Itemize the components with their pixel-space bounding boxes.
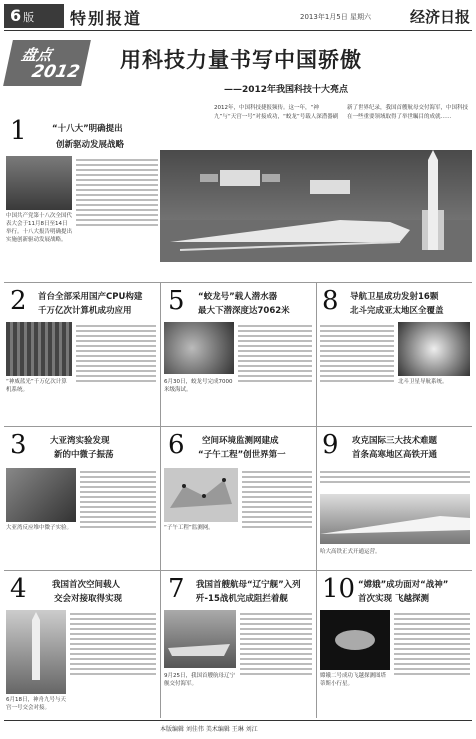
item-number: 7 (168, 574, 185, 604)
row-divider (4, 426, 472, 427)
subheadline: ——2012年我国科技十大亮点 (224, 85, 349, 95)
item-photo (6, 610, 66, 694)
asteroid-art (320, 610, 390, 670)
page-number: 6 (10, 6, 22, 25)
section-title: 特别报道 (70, 9, 143, 28)
item-body (80, 468, 156, 531)
footer-credits: 本版编辑 刘佳伟 美术编辑 王琳 刘江 (160, 726, 258, 733)
item-caption: 大亚湾反应堆中微子实验。 (6, 525, 73, 531)
highlight-item-2 (4, 284, 158, 424)
item-title-line2: 北斗完成亚太地区全覆盖 (350, 306, 444, 316)
carrier-art (164, 610, 236, 668)
item-title-line1: 大亚湾实验发现 (50, 436, 110, 446)
item-caption: “子午工程”监测网。 (164, 525, 214, 531)
item-photo (6, 156, 72, 210)
hero-art (160, 150, 472, 262)
issue-date: 2013年1月5日 星期六 (300, 13, 371, 21)
item-body (240, 610, 312, 678)
item-body (76, 322, 156, 385)
item-photo (164, 322, 234, 374)
item-title-line2: 最大下潜深度达7062米 (198, 306, 290, 316)
column-divider (160, 282, 161, 718)
item-number: 2 (10, 286, 27, 316)
item-number: 4 (10, 574, 27, 604)
network-map-art (164, 468, 238, 522)
item-caption: 哈大高铁正式开通运营。 (320, 549, 381, 555)
highlight-item-1 (4, 112, 160, 282)
item-title-line2: “子午工程”创世界第一 (198, 450, 286, 460)
item-title-line2: 首条高寒地区高铁开通 (352, 450, 438, 460)
item-photo (320, 610, 390, 670)
page-number-box (4, 4, 64, 28)
highlight-item-7 (162, 572, 314, 720)
item-caption: 9月25日，我国首艘航母辽宁舰交付海军。 (164, 673, 235, 687)
item-number: 3 (10, 430, 27, 460)
item-number: 5 (168, 286, 185, 316)
badge-line2: 2012 (29, 62, 82, 82)
item-caption: 6月30日，蛟龙号完成7000米级海试。 (164, 379, 233, 393)
item-title-line1: 我国首次空间载人 (52, 580, 121, 590)
item-body (242, 468, 312, 531)
item-title-line2: 新的中微子振荡 (54, 450, 114, 460)
item-title-line2: 千万亿次计算机成功应用 (38, 306, 132, 316)
item-caption: 中国共产党第十八次全国代表大会于11月8日至14日举行。十八大报告明确提出实施创新驱动发展战略。 (6, 213, 73, 243)
highlight-item-8 (318, 284, 472, 424)
item-title-line2: 交会对接取得实现 (54, 594, 123, 604)
item-title-line1: “十八大”明确提出 (52, 124, 123, 134)
item-title-line2: 首次实现 飞越探测 (358, 594, 429, 604)
item-caption: 6月18日，神舟九号与天宫一号交会对接。 (6, 697, 66, 711)
item-caption: 北斗卫星导航系统。 (398, 379, 448, 385)
paper-name: 经济日报 (409, 8, 470, 26)
item-body (320, 322, 394, 385)
item-number: 8 (322, 286, 339, 316)
item-body (238, 322, 312, 385)
item-photo (164, 610, 236, 668)
item-title-line1: “嫦娥”成功面对“战神” (358, 580, 449, 590)
item-title-line1: 导航卫星成功发射16颗 (350, 292, 439, 302)
item-photo (398, 322, 470, 376)
item-title-line1: 攻克国际三大技术难题 (352, 436, 438, 446)
item-title-line1: 首台全部采用国产CPU构建 (38, 292, 143, 302)
intro-text: 2012年，中国科技捷报频传。这一年，“神九”与“天宫一号”对接成功，“蛟龙”号载人深潜器刷新了世界纪录，我国首艘航母交付海军，中国科技在一些重要领域取得了举世瞩目的成就…… (214, 105, 469, 120)
item-title-line2: 创新驱动发展战略 (56, 140, 125, 150)
highlight-item-5 (162, 284, 314, 424)
item-number: 9 (322, 430, 339, 460)
item-photo (164, 468, 238, 522)
row-divider (4, 282, 472, 283)
item-caption: “神威蓝光”千万亿次计算机系统。 (6, 379, 67, 393)
column-divider (316, 282, 317, 718)
hero-illustration (160, 150, 472, 262)
item-photo (6, 322, 72, 376)
item-photo (6, 468, 76, 522)
rocket-art (6, 610, 66, 694)
highlight-item-9 (318, 428, 472, 568)
highlight-item-6 (162, 428, 314, 568)
item-body (320, 468, 470, 486)
item-number: 10 (322, 574, 356, 604)
item-body (70, 610, 156, 678)
item-number: 1 (10, 116, 27, 146)
year-badge (3, 40, 91, 86)
item-body (76, 156, 158, 229)
badge-line1: 盘点 (19, 46, 54, 64)
highlight-item-10 (318, 572, 472, 720)
highlight-item-3 (4, 428, 158, 568)
train-art (320, 494, 470, 544)
headline: 用科技力量书写中国骄傲 (120, 48, 362, 72)
page-unit: 版 (23, 11, 35, 24)
item-title-line2: 歼-15战机完成阻拦着舰 (196, 594, 288, 604)
item-title-line1: 空间环境监测网建成 (202, 436, 279, 446)
item-number: 6 (168, 430, 185, 460)
item-photo (320, 494, 470, 544)
item-body (394, 610, 470, 678)
item-caption: 嫦娥二号成功飞越探测图塔蒂斯小行星。 (320, 673, 387, 687)
item-title-line1: 我国首艘航母“辽宁舰”入列 (196, 580, 301, 590)
footer-rule (4, 720, 472, 721)
row-divider (4, 570, 472, 571)
item-title-line1: “蛟龙号”载人潜水器 (198, 292, 278, 302)
header-rule (4, 30, 472, 31)
page-header (0, 0, 476, 30)
highlight-item-4 (4, 572, 158, 720)
